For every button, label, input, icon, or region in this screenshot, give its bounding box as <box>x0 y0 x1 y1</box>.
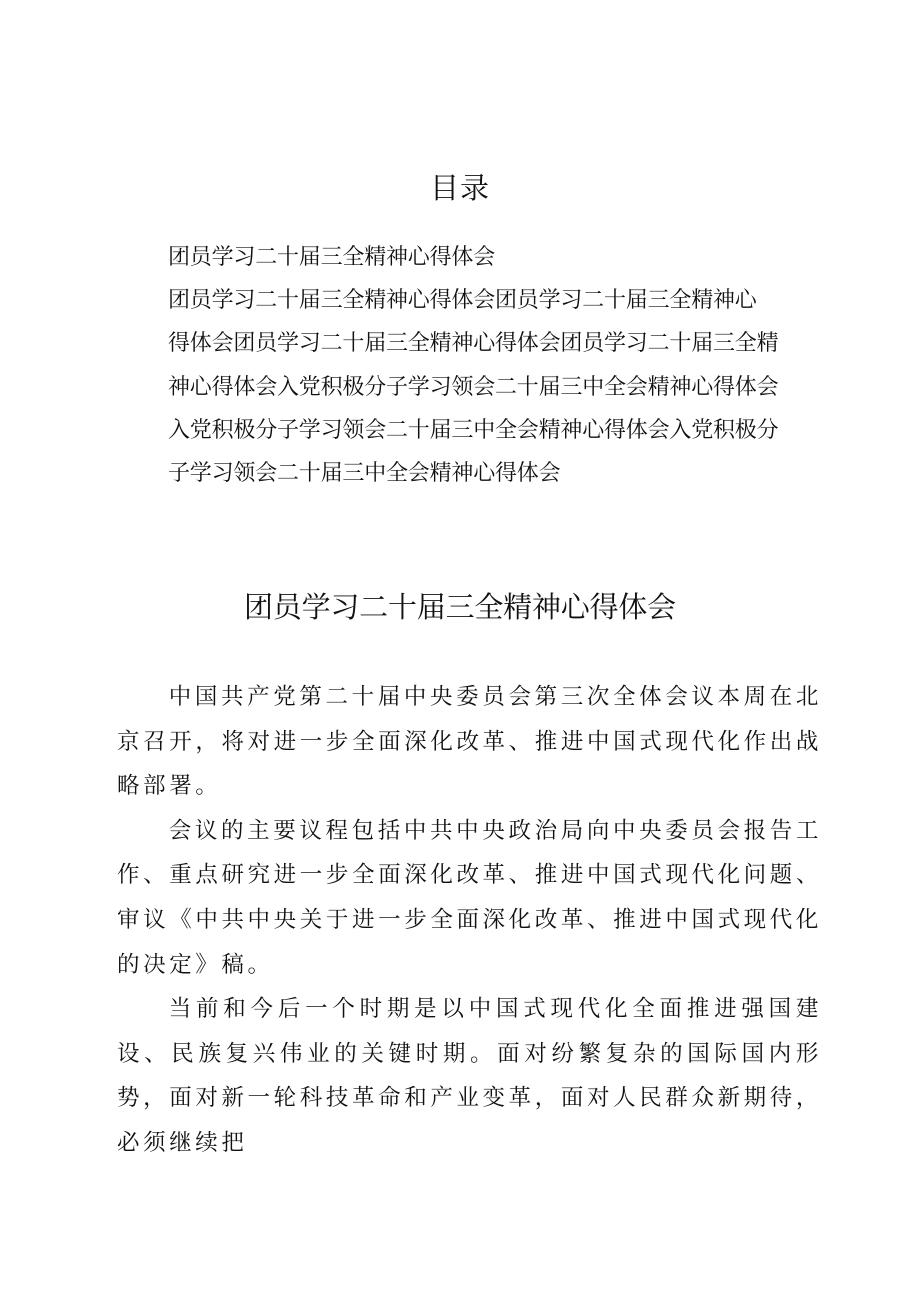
toc-line: 团员学习二十届三全精神心得体会团员学习二十届三全精神心 <box>168 288 757 314</box>
article-paragraph: 会议的主要议程包括中共中央政治局向中央委员会报告工作、重点研究进一步全面深化改革、推进中国式现代化问题、审议《中共中央关于进一步全面深化改革、推进中国式现代化的决定》稿。 <box>117 817 822 978</box>
toc-line: 子学习领会二十届三中全会精神心得体会 <box>168 461 561 487</box>
toc-heading: 目录 <box>429 171 490 205</box>
toc-line: 入党积极分子学习领会二十届三中全会精神心得体会入党积极分 <box>168 417 779 443</box>
article-paragraph: 中国共产党第二十届中央委员会第三次全体会议本周在北京召开，将对进一步全面深化改革、推进中国式现代化作出战略部署。 <box>117 684 822 800</box>
article-title: 团员学习二十届三全精神心得体会 <box>243 590 676 624</box>
toc-line: 得体会团员学习二十届三全精神心得体会团员学习二十届三全精 <box>168 331 779 357</box>
toc-list <box>168 236 820 495</box>
toc-line: 团员学习二十届三全精神心得体会 <box>168 245 496 270</box>
toc-line: 神心得体会入党积极分子学习领会二十届三中全会精神心得体会 <box>168 374 779 400</box>
article-paragraph: 当前和今后一个时期是以中国式现代化全面推进强国建设、民族复兴伟业的关键时期。面对纷繁复杂的国际国内形势，面对新一轮科技革命和产业变革，面对人民群众新期待，必须继续把 <box>117 996 822 1156</box>
article-body <box>117 675 822 1166</box>
